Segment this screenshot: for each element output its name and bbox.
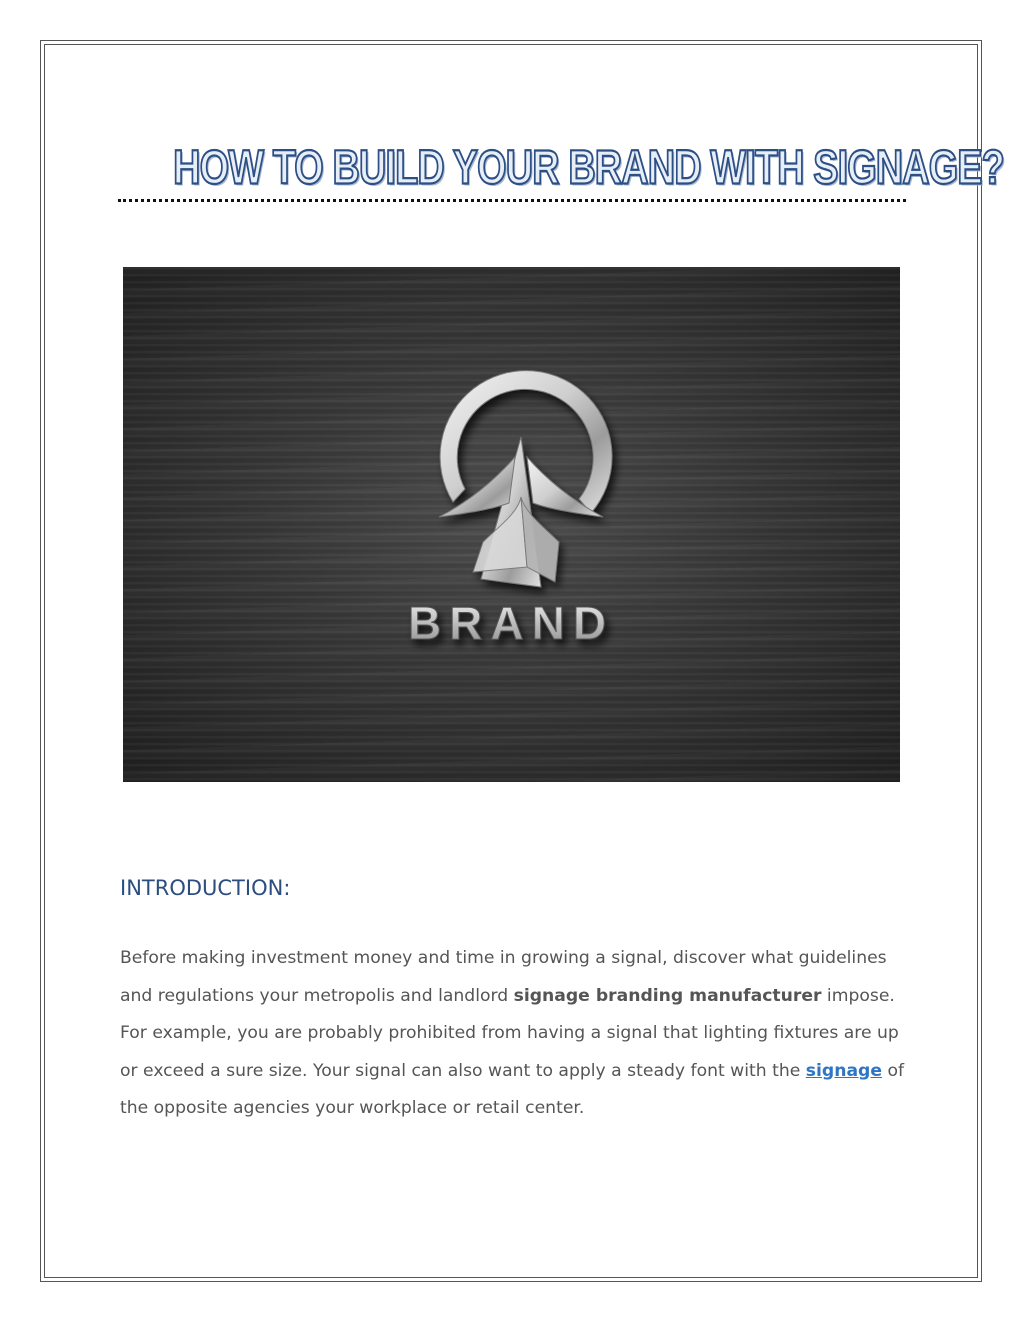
title-dotted-underline — [118, 199, 906, 202]
brand-sign-graphic — [123, 267, 900, 782]
paragraph-text-1: Before making investment money and time in growing a signal, discover what guidelines and regulations your metropolis and landlord — [120, 948, 887, 1006]
paragraph-bold-keyword: signage branding manufacturer — [513, 985, 822, 1006]
signage-link[interactable]: signage — [805, 1060, 883, 1081]
title-block — [118, 140, 1004, 204]
paragraph-text-2: impose. For example, you are probably prohibited from having a signal that lighting fixtures are up or exceed a sure size. Your signal can also want to apply a steady font with the — [120, 985, 899, 1081]
page-title: HOW TO BUILD YOUR BRAND WITH SIGNAGE? — [173, 140, 1004, 195]
arrow-emblem-icon — [439, 371, 612, 587]
paragraph-text-3: of the opposite agencies your workplace or retail center. — [120, 1060, 905, 1119]
introduction-heading: INTRODUCTION: — [120, 876, 291, 900]
introduction-paragraph — [120, 940, 915, 1128]
hero-image — [123, 267, 900, 782]
brand-logo-text: BRAND — [407, 597, 615, 649]
